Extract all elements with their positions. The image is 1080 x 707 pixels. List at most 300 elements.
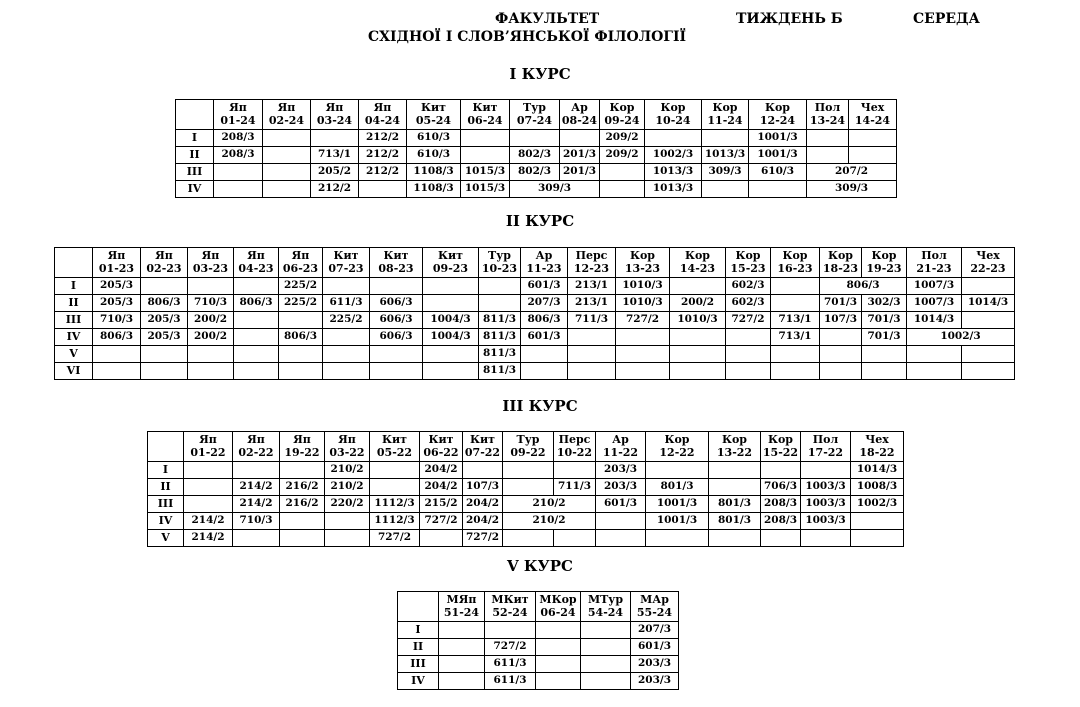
column-header	[407, 100, 461, 130]
column-header	[93, 248, 141, 278]
room-cell	[311, 130, 359, 147]
room-cell: 214/2	[184, 530, 233, 547]
room-cell	[280, 462, 325, 479]
table-row	[55, 346, 1015, 363]
column-header	[188, 248, 234, 278]
column-group: 19-22	[284, 445, 320, 459]
room-cell	[709, 462, 761, 479]
room-cell: 214/2	[184, 513, 233, 530]
room-cell	[485, 622, 536, 639]
table-row	[176, 164, 897, 181]
room-cell: 201/3	[560, 164, 600, 181]
room-cell: 1003/3	[801, 513, 851, 530]
room-cell	[233, 462, 280, 479]
room-cell: 205/2	[311, 164, 359, 181]
room-cell	[670, 329, 726, 346]
column-group: 01-24	[220, 113, 256, 127]
column-group: 14-23	[679, 261, 716, 275]
column-language: Яп	[277, 101, 296, 115]
room-cell	[423, 346, 479, 363]
room-cell: 1010/3	[670, 312, 726, 329]
room-cell: 611/3	[323, 295, 370, 312]
room-cell	[423, 363, 479, 380]
column-group: 04-23	[238, 261, 274, 275]
room-cell	[761, 462, 801, 479]
column-group: 12-23	[573, 261, 610, 275]
room-cell	[370, 278, 423, 295]
room-cell: 213/1	[568, 295, 616, 312]
column-language: Кор	[827, 249, 854, 263]
column-language: Кор	[684, 249, 711, 263]
column-group: 04-24	[364, 113, 401, 127]
column-group: 15-22	[762, 445, 799, 459]
column-header	[726, 248, 771, 278]
room-cell	[851, 513, 904, 530]
column-header	[263, 100, 311, 130]
room-cell: 727/2	[485, 639, 536, 656]
room-cell: 1010/3	[616, 295, 670, 312]
room-cell: 1007/3	[907, 295, 962, 312]
row-label: II	[148, 479, 184, 496]
column-language: Яп	[373, 101, 392, 115]
column-header	[510, 100, 560, 130]
room-cell: 1001/3	[646, 496, 709, 513]
room-cell	[323, 346, 370, 363]
room-cell: 302/3	[862, 295, 907, 312]
room-cell: 801/3	[709, 496, 761, 513]
column-language: Кор	[664, 433, 690, 447]
room-cell	[907, 363, 962, 380]
room-cell: 214/2	[233, 479, 280, 496]
room-cell: 212/2	[359, 147, 407, 164]
room-cell: 205/3	[93, 295, 141, 312]
room-cell	[510, 130, 560, 147]
room-cell	[670, 363, 726, 380]
room-cell	[263, 130, 311, 147]
course-2-table	[54, 247, 1015, 380]
room-cell	[581, 639, 631, 656]
column-header	[279, 248, 323, 278]
column-header	[645, 100, 702, 130]
room-cell: 208/3	[214, 130, 263, 147]
column-header	[801, 432, 851, 462]
room-cell: 1014/3	[962, 295, 1015, 312]
column-group: 14-24	[854, 113, 891, 127]
room-cell: 602/3	[726, 278, 771, 295]
room-cell: 610/3	[407, 147, 461, 164]
column-group: 03-22	[329, 445, 365, 459]
room-cell: 1007/3	[907, 278, 962, 295]
room-cell: 213/1	[568, 278, 616, 295]
room-cell	[616, 329, 670, 346]
room-cell	[93, 363, 141, 380]
room-cell: 107/3	[820, 312, 862, 329]
room-cell	[801, 462, 851, 479]
room-cell: 806/3	[234, 295, 279, 312]
row-label: II	[55, 295, 93, 312]
table-row	[398, 673, 679, 690]
column-language: Кор	[782, 249, 808, 263]
room-cell: 711/3	[554, 479, 596, 496]
column-group: 55-24	[636, 605, 673, 619]
room-cell: 1013/3	[645, 181, 702, 198]
room-cell	[581, 656, 631, 673]
column-header	[323, 248, 370, 278]
room-cell	[263, 147, 311, 164]
room-cell: 204/2	[420, 479, 463, 496]
column-language: Кор	[712, 101, 738, 115]
column-group: 19-23	[866, 261, 902, 275]
room-cell: 200/2	[670, 295, 726, 312]
room-cell	[521, 346, 568, 363]
column-language: Кор	[609, 101, 635, 115]
column-header	[234, 248, 279, 278]
column-group: 08-23	[378, 261, 414, 275]
room-cell	[616, 346, 670, 363]
row-label: II	[176, 147, 214, 164]
column-group: 18-22	[859, 445, 895, 459]
row-label: III	[55, 312, 93, 329]
room-cell	[503, 530, 554, 547]
column-language: Кит	[428, 433, 454, 447]
column-language: Кит	[333, 249, 359, 263]
column-header	[325, 432, 370, 462]
course-1-table	[175, 99, 897, 198]
room-cell	[479, 295, 521, 312]
column-language: Яп	[247, 249, 265, 263]
column-header	[423, 248, 479, 278]
room-cell: 727/2	[420, 513, 463, 530]
room-cell	[263, 181, 311, 198]
room-cell: 801/3	[646, 479, 709, 496]
room-cell: 811/3	[479, 346, 521, 363]
room-cell	[726, 329, 771, 346]
column-group: 21-23	[916, 261, 952, 275]
column-header	[709, 432, 761, 462]
room-cell	[93, 346, 141, 363]
room-cell	[279, 312, 323, 329]
column-header	[807, 100, 849, 130]
column-header	[370, 432, 420, 462]
column-header	[568, 248, 616, 278]
room-cell	[370, 346, 423, 363]
column-group: 06-23	[282, 261, 319, 275]
room-cell: 203/3	[596, 462, 646, 479]
course-3-title: III КУРС	[502, 397, 578, 415]
column-language: Тур	[516, 433, 540, 447]
room-cell: 1010/3	[616, 278, 670, 295]
room-cell: 606/3	[370, 295, 423, 312]
column-group: 06-22	[423, 445, 459, 459]
row-label: V	[148, 530, 184, 547]
room-cell	[600, 181, 645, 198]
week-label: ТИЖДЕНЬ Б	[736, 11, 843, 27]
column-group: 12-24	[759, 113, 796, 127]
column-language: Яп	[155, 249, 173, 263]
room-cell: 225/2	[279, 295, 323, 312]
room-cell: 212/2	[311, 181, 359, 198]
room-cell: 107/3	[463, 479, 503, 496]
room-cell: 215/2	[420, 496, 463, 513]
course-5-title: V КУРС	[507, 557, 573, 575]
column-group: 12-22	[659, 445, 695, 459]
column-header	[646, 432, 709, 462]
room-cell: 1015/3	[461, 164, 510, 181]
column-header	[141, 248, 188, 278]
row-label: V	[55, 346, 93, 363]
room-cell: 210/2	[503, 513, 596, 530]
table-row	[148, 496, 904, 513]
column-language: Ар	[612, 433, 629, 447]
room-cell: 225/2	[279, 278, 323, 295]
room-cell: 611/3	[485, 673, 536, 690]
column-language: Яп	[338, 433, 356, 447]
row-label: IV	[55, 329, 93, 346]
header-row	[176, 100, 897, 130]
room-cell	[280, 530, 325, 547]
column-group: 01-23	[98, 261, 135, 275]
room-cell: 1004/3	[423, 329, 479, 346]
room-cell	[962, 363, 1015, 380]
room-cell	[581, 673, 631, 690]
faculty-subtitle: СХІДНОЇ І СЛОВ’ЯНСЬКОЇ ФІЛОЛОГІЇ	[368, 29, 687, 45]
column-group: 09-24	[604, 113, 640, 127]
room-cell	[461, 130, 510, 147]
room-cell: 610/3	[749, 164, 807, 181]
room-cell	[962, 278, 1015, 295]
column-header	[461, 100, 510, 130]
room-cell: 1014/3	[907, 312, 962, 329]
column-group: 03-23	[192, 261, 229, 275]
room-cell	[503, 462, 554, 479]
column-header	[184, 432, 233, 462]
column-group: 05-22	[376, 445, 413, 459]
column-language: Кит	[421, 101, 446, 115]
column-language: Перс	[575, 249, 608, 263]
room-cell	[962, 312, 1015, 329]
column-language: Кор	[871, 249, 897, 263]
column-language: Тур	[488, 249, 511, 263]
room-cell: 701/3	[862, 329, 907, 346]
table-row	[398, 656, 679, 673]
room-cell	[214, 164, 263, 181]
row-label: IV	[176, 181, 214, 198]
column-header	[771, 248, 820, 278]
table-row	[55, 312, 1015, 329]
column-header	[560, 100, 600, 130]
column-header	[233, 432, 280, 462]
room-cell: 713/1	[771, 312, 820, 329]
row-label: III	[176, 164, 214, 181]
room-cell: 806/3	[141, 295, 188, 312]
column-language: Яп	[325, 101, 344, 115]
room-cell	[370, 479, 420, 496]
room-cell: 727/2	[616, 312, 670, 329]
column-group: 03-24	[316, 113, 353, 127]
column-language: Пол	[812, 433, 839, 447]
column-group: 10-22	[556, 445, 593, 459]
room-cell: 1001/3	[646, 513, 709, 530]
room-cell: 1001/3	[749, 130, 807, 147]
room-cell	[536, 673, 581, 690]
room-cell	[370, 363, 423, 380]
room-cell	[554, 530, 596, 547]
room-cell	[479, 278, 521, 295]
room-cell: 601/3	[521, 278, 568, 295]
column-group: 09-23	[432, 261, 469, 275]
table-row	[176, 181, 897, 198]
room-cell	[709, 530, 761, 547]
room-cell: 601/3	[521, 329, 568, 346]
room-cell	[420, 530, 463, 547]
column-group: 11-22	[602, 445, 639, 459]
room-cell: 1003/3	[801, 479, 851, 496]
column-language: Кит	[470, 433, 495, 447]
table-row	[398, 622, 679, 639]
table-row	[55, 295, 1015, 312]
room-cell	[234, 329, 279, 346]
room-cell: 713/1	[771, 329, 820, 346]
column-group: 18-23	[822, 261, 859, 275]
room-cell	[709, 479, 761, 496]
table-row	[148, 462, 904, 479]
corner-cell	[398, 592, 439, 622]
room-cell	[670, 346, 726, 363]
column-language: Пол	[814, 101, 841, 115]
room-cell	[503, 479, 554, 496]
room-cell	[439, 622, 485, 639]
room-cell	[184, 462, 233, 479]
room-cell	[726, 363, 771, 380]
room-cell	[771, 278, 820, 295]
room-cell: 727/2	[463, 530, 503, 547]
column-language: Кит	[383, 249, 409, 263]
column-language: Ар	[571, 101, 588, 115]
course-1-title: I КУРС	[509, 65, 571, 83]
room-cell: 1014/3	[851, 462, 904, 479]
course-5-table	[397, 591, 679, 690]
room-cell	[279, 346, 323, 363]
column-language: МАр	[640, 593, 669, 607]
column-language: Чех	[860, 101, 885, 115]
room-cell: 1108/3	[407, 181, 461, 198]
table-row	[55, 329, 1015, 346]
course-2-title: II КУРС	[505, 212, 575, 230]
room-cell: 309/3	[807, 181, 897, 198]
column-header	[849, 100, 897, 130]
column-header	[702, 100, 749, 130]
room-cell	[849, 130, 897, 147]
room-cell	[461, 147, 510, 164]
room-cell	[596, 530, 646, 547]
corner-cell	[55, 248, 93, 278]
row-label: I	[55, 278, 93, 295]
room-cell	[141, 363, 188, 380]
room-cell: 710/3	[93, 312, 141, 329]
room-cell: 203/3	[596, 479, 646, 496]
room-cell	[554, 462, 596, 479]
room-cell	[646, 530, 709, 547]
room-cell	[771, 346, 820, 363]
room-cell: 1002/3	[907, 329, 1015, 346]
column-language: Яп	[107, 249, 126, 263]
room-cell	[851, 530, 904, 547]
column-language: Яп	[291, 249, 310, 263]
room-cell: 1002/3	[851, 496, 904, 513]
room-cell: 210/2	[325, 462, 370, 479]
room-cell: 811/3	[479, 312, 521, 329]
room-cell: 727/2	[726, 312, 771, 329]
column-language: Яп	[247, 433, 265, 447]
room-cell	[439, 673, 485, 690]
row-label: II	[398, 639, 439, 656]
room-cell: 207/3	[521, 295, 568, 312]
row-label: VI	[55, 363, 93, 380]
room-cell	[862, 346, 907, 363]
column-group: 22-23	[970, 261, 1006, 275]
room-cell: 811/3	[479, 363, 521, 380]
room-cell: 806/3	[279, 329, 323, 346]
column-header	[600, 100, 645, 130]
room-cell	[568, 363, 616, 380]
room-cell	[234, 278, 279, 295]
column-group: 02-23	[146, 261, 182, 275]
room-cell: 711/3	[568, 312, 616, 329]
room-cell: 811/3	[479, 329, 521, 346]
room-cell	[862, 363, 907, 380]
column-header	[761, 432, 801, 462]
room-cell: 1002/3	[645, 147, 702, 164]
room-cell	[188, 346, 234, 363]
room-cell: 216/2	[280, 496, 325, 513]
room-cell	[279, 363, 323, 380]
column-group: 54-24	[587, 605, 624, 619]
column-header	[851, 432, 904, 462]
room-cell: 216/2	[280, 479, 325, 496]
room-cell: 200/2	[188, 312, 234, 329]
room-cell	[726, 346, 771, 363]
room-cell: 212/2	[359, 164, 407, 181]
room-cell	[263, 164, 311, 181]
room-cell: 701/3	[862, 312, 907, 329]
room-cell: 309/3	[702, 164, 749, 181]
room-cell	[234, 312, 279, 329]
room-cell: 209/2	[600, 147, 645, 164]
row-label: III	[398, 656, 439, 673]
room-cell: 1013/3	[702, 147, 749, 164]
column-language: МЯп	[446, 593, 477, 607]
column-header	[820, 248, 862, 278]
room-cell	[568, 346, 616, 363]
column-header	[670, 248, 726, 278]
room-cell	[820, 346, 862, 363]
room-cell: 713/1	[311, 147, 359, 164]
room-cell: 204/2	[420, 462, 463, 479]
room-cell	[536, 656, 581, 673]
column-group: 06-24	[540, 605, 576, 619]
table-row	[176, 130, 897, 147]
column-language: МКит	[491, 593, 529, 607]
room-cell	[596, 513, 646, 530]
room-cell	[214, 181, 263, 198]
column-header	[596, 432, 646, 462]
column-group: 02-24	[268, 113, 305, 127]
column-header	[536, 592, 581, 622]
room-cell	[234, 363, 279, 380]
room-cell	[325, 530, 370, 547]
row-label: IV	[398, 673, 439, 690]
room-cell: 727/2	[370, 530, 420, 547]
